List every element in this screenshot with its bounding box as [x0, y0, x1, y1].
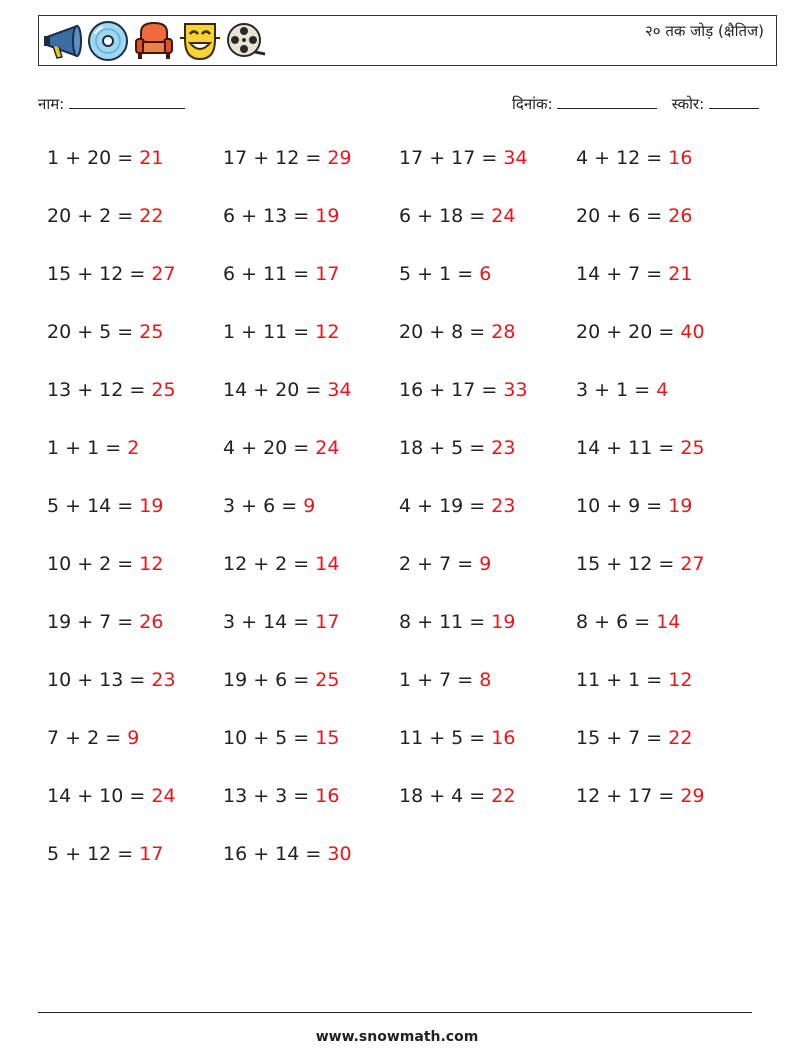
- problem-question: 5 + 14 =: [47, 495, 140, 517]
- problem-question: 2 + 7 =: [399, 553, 480, 575]
- problem-answer: 25: [680, 437, 705, 459]
- problem-question: 10 + 13 =: [47, 669, 152, 691]
- problem-item: [576, 611, 680, 633]
- name-line[interactable]: [69, 94, 185, 109]
- problem-answer: 14: [315, 553, 340, 575]
- problem-answer: 24: [151, 785, 176, 807]
- problem-question: 3 + 14 =: [223, 611, 316, 633]
- problem-item: [223, 321, 339, 343]
- problem-answer: 23: [491, 437, 516, 459]
- problem-item: [399, 553, 491, 575]
- problem-answer: 19: [315, 205, 340, 227]
- problem-question: 18 + 5 =: [399, 437, 492, 459]
- problem-answer: 23: [491, 495, 516, 517]
- problem-item: [576, 263, 692, 285]
- problem-item: [223, 147, 352, 169]
- problem-question: 19 + 7 =: [47, 611, 140, 633]
- problem-item: [223, 611, 339, 633]
- problem-question: 17 + 17 =: [399, 147, 504, 169]
- problem-question: 6 + 11 =: [223, 263, 316, 285]
- problem-item: [223, 669, 339, 691]
- problem-question: 16 + 14 =: [223, 843, 328, 865]
- problem-question: 8 + 6 =: [576, 611, 657, 633]
- score-label: स्कोर:: [671, 95, 705, 113]
- problem-question: 5 + 12 =: [47, 843, 140, 865]
- megaphone-icon: [43, 20, 83, 62]
- problem-question: 12 + 2 =: [223, 553, 316, 575]
- problem-item: [47, 379, 176, 401]
- problem-answer: 24: [315, 437, 340, 459]
- problem-item: [47, 553, 163, 575]
- problem-answer: 24: [491, 205, 516, 227]
- problem-answer: 12: [139, 553, 164, 575]
- problem-question: 1 + 11 =: [223, 321, 316, 343]
- problem-item: [47, 727, 139, 749]
- problem-item: [223, 495, 315, 517]
- problem-question: 16 + 17 =: [399, 379, 504, 401]
- problem-question: 1 + 20 =: [47, 147, 140, 169]
- problem-answer: 34: [503, 147, 528, 169]
- problem-question: 19 + 6 =: [223, 669, 316, 691]
- date-score-fields: [512, 94, 759, 114]
- problem-answer: 19: [491, 611, 516, 633]
- problem-question: 12 + 17 =: [576, 785, 681, 807]
- problem-answer: 27: [680, 553, 705, 575]
- problem-question: 11 + 1 =: [576, 669, 669, 691]
- problem-question: 8 + 11 =: [399, 611, 492, 633]
- problem-item: [47, 205, 163, 227]
- problem-answer: 29: [327, 147, 352, 169]
- problem-question: 15 + 7 =: [576, 727, 669, 749]
- problem-answer: 17: [315, 611, 340, 633]
- problem-question: 14 + 7 =: [576, 263, 669, 285]
- problem-question: 17 + 12 =: [223, 147, 328, 169]
- problem-item: [399, 205, 515, 227]
- problem-item: [399, 321, 515, 343]
- problem-item: [399, 379, 528, 401]
- problem-answer: 12: [315, 321, 340, 343]
- problem-item: [223, 379, 352, 401]
- date-line[interactable]: [557, 94, 657, 109]
- problem-item: [399, 263, 491, 285]
- problem-question: 20 + 5 =: [47, 321, 140, 343]
- problem-question: 18 + 4 =: [399, 785, 492, 807]
- problem-question: 6 + 13 =: [223, 205, 316, 227]
- problem-answer: 15: [315, 727, 340, 749]
- problem-answer: 28: [491, 321, 516, 343]
- problem-question: 20 + 6 =: [576, 205, 669, 227]
- problem-item: [399, 437, 515, 459]
- armchair-icon: [133, 20, 175, 62]
- problem-answer: 26: [668, 205, 693, 227]
- problem-item: [47, 669, 176, 691]
- footer-url: www.snowmath.com: [315, 1029, 479, 1045]
- problem-answer: 29: [680, 785, 705, 807]
- problem-item: [223, 437, 339, 459]
- film-reel-icon: [225, 20, 267, 62]
- problem-item: [576, 553, 705, 575]
- icon-strip: [43, 20, 267, 62]
- problem-answer: 12: [668, 669, 693, 691]
- problem-answer: 19: [668, 495, 693, 517]
- problem-answer: 17: [315, 263, 340, 285]
- problem-answer: 40: [680, 321, 705, 343]
- problem-item: [399, 147, 528, 169]
- problem-item: [47, 785, 176, 807]
- problem-answer: 16: [491, 727, 516, 749]
- problem-item: [399, 785, 515, 807]
- problem-answer: 9: [303, 495, 316, 517]
- problem-question: 10 + 2 =: [47, 553, 140, 575]
- problem-item: [399, 727, 515, 749]
- problem-item: [576, 379, 668, 401]
- problem-question: 15 + 12 =: [47, 263, 152, 285]
- problem-item: [576, 205, 692, 227]
- problem-item: [223, 727, 339, 749]
- problem-item: [576, 727, 692, 749]
- problem-question: 14 + 20 =: [223, 379, 328, 401]
- name-field: [38, 94, 185, 114]
- score-line[interactable]: [709, 94, 759, 109]
- problem-item: [223, 843, 352, 865]
- footer-divider: [38, 1012, 752, 1013]
- problem-item: [223, 553, 339, 575]
- problem-item: [223, 263, 339, 285]
- problem-answer: 30: [327, 843, 352, 865]
- problem-answer: 6: [479, 263, 492, 285]
- problem-item: [399, 611, 515, 633]
- problem-question: 4 + 12 =: [576, 147, 669, 169]
- problem-question: 13 + 3 =: [223, 785, 316, 807]
- problem-item: [399, 669, 491, 691]
- problem-answer: 17: [139, 843, 164, 865]
- problem-item: [576, 669, 692, 691]
- problem-answer: 34: [327, 379, 352, 401]
- problem-question: 10 + 5 =: [223, 727, 316, 749]
- problem-answer: 25: [151, 379, 176, 401]
- problem-item: [47, 321, 163, 343]
- problem-answer: 2: [127, 437, 140, 459]
- problem-item: [576, 437, 705, 459]
- problem-answer: 26: [139, 611, 164, 633]
- problem-item: [47, 495, 163, 517]
- theater-mask-icon: [179, 20, 221, 62]
- problem-item: [576, 147, 692, 169]
- problem-answer: 14: [656, 611, 681, 633]
- problem-question: 3 + 1 =: [576, 379, 657, 401]
- header-box: [38, 15, 777, 66]
- problem-question: 5 + 1 =: [399, 263, 480, 285]
- problem-item: [576, 321, 705, 343]
- problem-answer: 25: [315, 669, 340, 691]
- problem-question: 1 + 1 =: [47, 437, 128, 459]
- problem-answer: 25: [139, 321, 164, 343]
- date-label: दिनांक:: [512, 95, 553, 113]
- problem-answer: 9: [479, 553, 492, 575]
- name-label: नाम:: [38, 95, 65, 113]
- problem-answer: 22: [668, 727, 693, 749]
- problem-answer: 19: [139, 495, 164, 517]
- problem-answer: 22: [139, 205, 164, 227]
- problem-item: [223, 205, 339, 227]
- problem-answer: 21: [139, 147, 164, 169]
- problem-answer: 33: [503, 379, 528, 401]
- problem-item: [576, 785, 705, 807]
- problem-answer: 4: [656, 379, 669, 401]
- problem-question: 10 + 9 =: [576, 495, 669, 517]
- problem-question: 6 + 18 =: [399, 205, 492, 227]
- problem-answer: 8: [479, 669, 492, 691]
- problem-question: 3 + 6 =: [223, 495, 304, 517]
- disc-icon: [87, 20, 129, 62]
- problem-answer: 22: [491, 785, 516, 807]
- problem-answer: 21: [668, 263, 693, 285]
- problem-answer: 16: [668, 147, 693, 169]
- problem-item: [47, 263, 176, 285]
- problem-item: [47, 843, 163, 865]
- problem-question: 11 + 5 =: [399, 727, 492, 749]
- worksheet-title: २० तक जोड़ (क्षैतिज): [644, 22, 764, 40]
- problem-question: 4 + 20 =: [223, 437, 316, 459]
- problem-item: [223, 785, 339, 807]
- problem-question: 14 + 10 =: [47, 785, 152, 807]
- problem-answer: 27: [151, 263, 176, 285]
- problem-item: [47, 611, 163, 633]
- problem-item: [47, 437, 139, 459]
- problem-question: 20 + 2 =: [47, 205, 140, 227]
- problem-answer: 16: [315, 785, 340, 807]
- problem-question: 15 + 12 =: [576, 553, 681, 575]
- problem-question: 7 + 2 =: [47, 727, 128, 749]
- problem-answer: 23: [151, 669, 176, 691]
- problem-item: [576, 495, 692, 517]
- problem-question: 1 + 7 =: [399, 669, 480, 691]
- problem-question: 4 + 19 =: [399, 495, 492, 517]
- problem-item: [47, 147, 163, 169]
- problem-question: 13 + 12 =: [47, 379, 152, 401]
- problem-item: [399, 495, 515, 517]
- problem-question: 20 + 20 =: [576, 321, 681, 343]
- problem-question: 14 + 11 =: [576, 437, 681, 459]
- problem-question: 20 + 8 =: [399, 321, 492, 343]
- problem-answer: 9: [127, 727, 140, 749]
